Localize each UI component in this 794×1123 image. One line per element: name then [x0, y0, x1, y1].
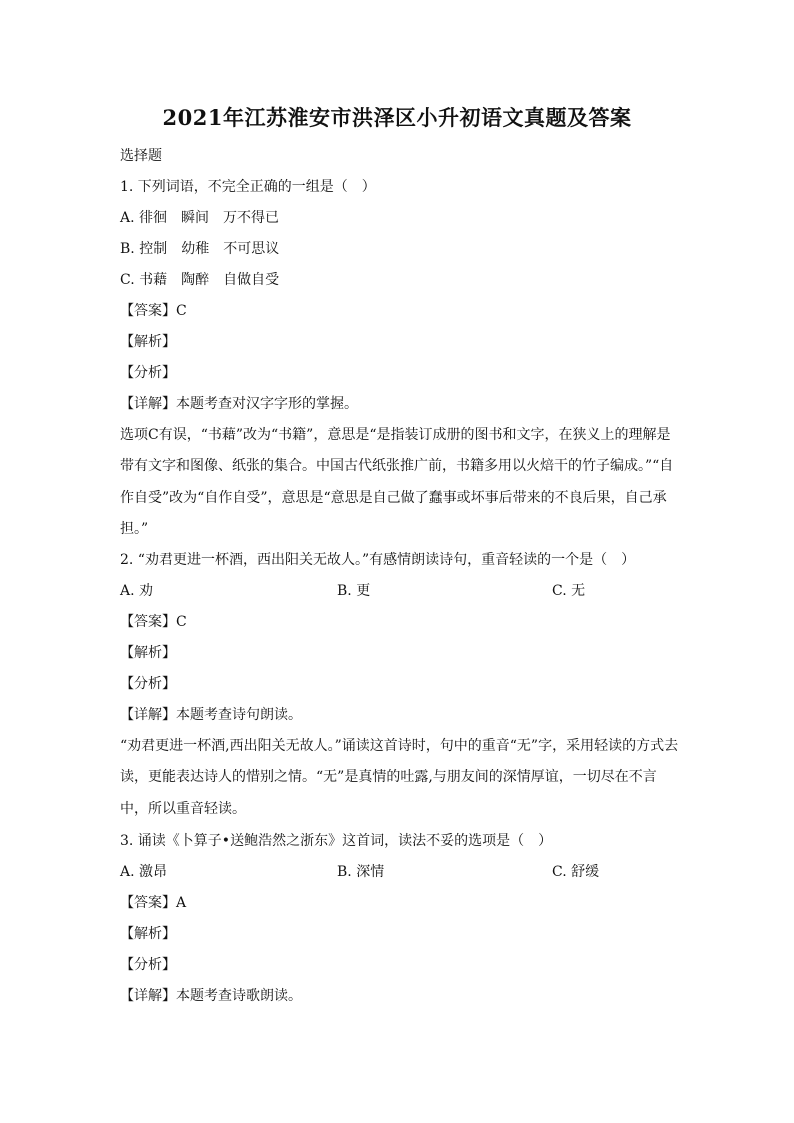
q3-option-c: C. 舒缓: [552, 864, 600, 880]
q2-answer: 【答案】C: [120, 614, 187, 630]
q1-stem: 1. 下列词语，不完全正确的一组是（ ）: [120, 179, 376, 195]
q2-option-c: C. 无: [552, 583, 586, 599]
q1-option-a: A. 徘徊 瞬间 万不得已: [120, 210, 280, 226]
q3-jiexi: 【解析】: [120, 926, 176, 942]
section-heading: 选择题: [120, 148, 162, 164]
q2-jiexi: 【解析】: [120, 645, 176, 661]
q2-option-a: A. 劝: [120, 583, 154, 599]
q1-explanation: 选项C有误，“书藉”改为“书籍”，意思是“是指装订成册的图书和文字，在狭义上的理解是带有文字和图像、纸张的集合。中国古代纸张推广前，书籍多用以火焙干的竹子编成。”“自作自受”改为“自作自受”，意思是“意思是自己做了蠢事或坏事后带来的不良后果，自己承担。”: [120, 427, 674, 537]
q3-fenxi: 【分析】: [120, 957, 176, 973]
q3-answer: 【答案】A: [120, 895, 187, 911]
q2-stem: 2. “劝君更进一杯酒，西出阳关无故人。”有感情朗读诗句，重音轻读的一个是（ ）: [120, 552, 636, 568]
q3-option-b: B. 深情: [337, 864, 385, 880]
q1-option-b: B. 控制 幼稚 不可思议: [120, 241, 280, 257]
q1-answer: 【答案】C: [120, 303, 187, 319]
q2-xiangjie: 【详解】本题考查诗句朗读。: [120, 707, 302, 723]
q2-fenxi: 【分析】: [120, 676, 176, 692]
q2-option-b: B. 更: [337, 583, 371, 599]
page-title: 2021年江苏淮安市洪泽区小升初语文真题及答案: [162, 105, 632, 130]
q3-option-a: A. 激昂: [120, 864, 168, 880]
q3-xiangjie: 【详解】本题考查诗歌朗读。: [120, 988, 302, 1004]
q3-stem: 3. 诵读《卜算子•送鲍浩然之浙东》这首词，读法不妥的选项是（ ）: [120, 833, 553, 849]
q1-jiexi: 【解析】: [120, 334, 176, 350]
q1-fenxi: 【分析】: [120, 365, 176, 381]
q1-option-c: C. 书藉 陶醉 自做自受: [120, 272, 280, 288]
q2-explanation: “劝君更进一杯酒,西出阳关无故人。”诵读这首诗时，句中的重音“无”字，采用轻读的方式去读，更能表达诗人的惜别之情。“无”是真情的吐露,与朋友间的深情厚谊，一切尽在不言中，所以重音轻读。: [120, 738, 679, 817]
q1-xiangjie: 【详解】本题考查对汉字字形的掌握。: [120, 396, 358, 412]
